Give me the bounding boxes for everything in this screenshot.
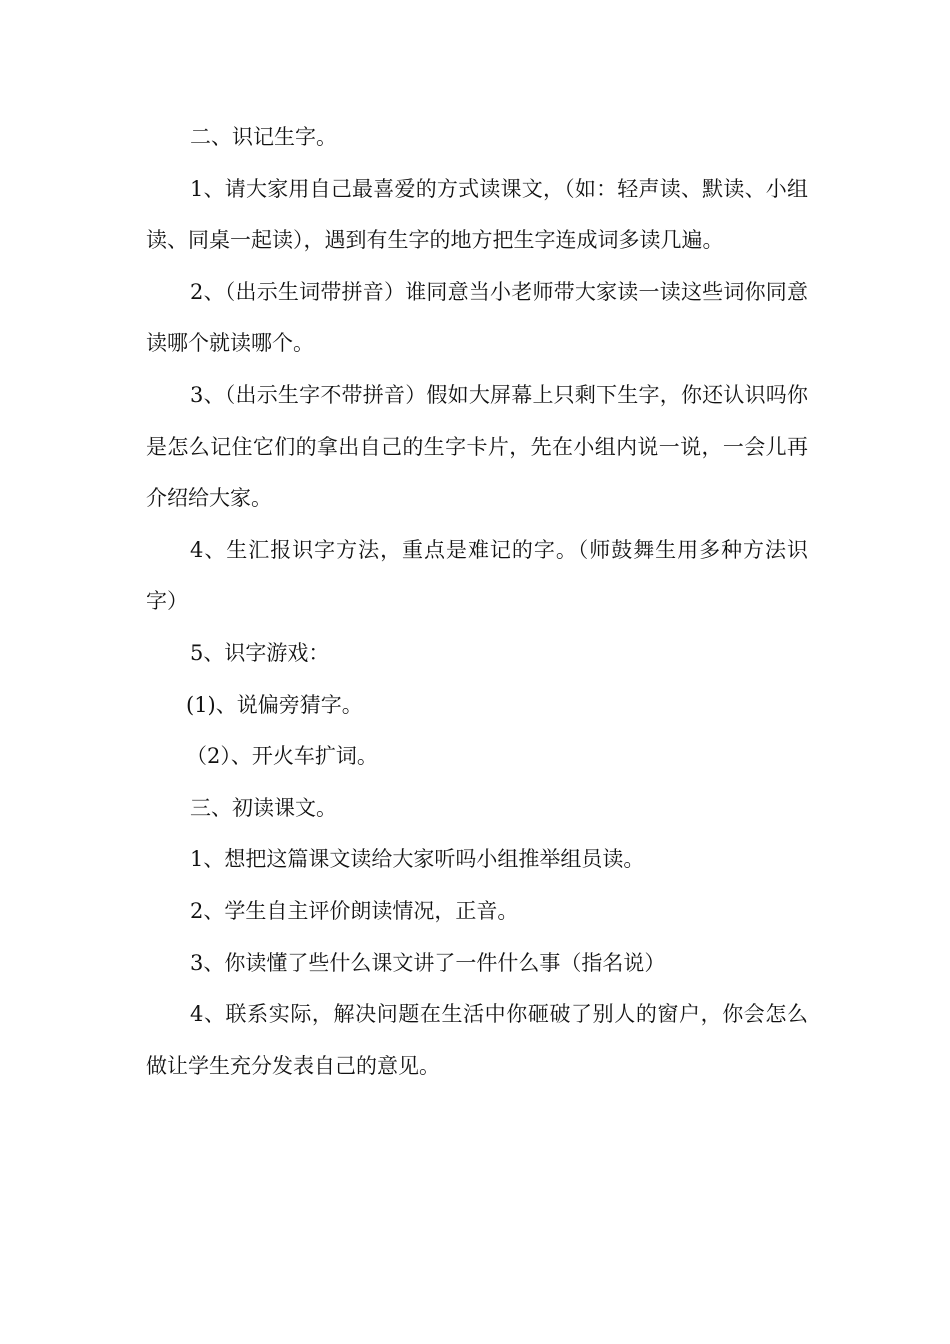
paragraph-reading-step-2: 2、学生自主评价朗读情况，正音。 [190, 898, 519, 923]
paragraph-step-1-read-text: 1、请大家用自己最喜爱的方式读课文，（如：轻声读、默读、小组读、同桌一起读），遇到有生字的地方把生字连成词多读几遍。 [146, 176, 808, 253]
paragraph-reading-step-4: 4、联系实际，解决问题在生活中你砸破了别人的窗户，你会怎么做让学生充分发表自己的意见。 [146, 1002, 808, 1078]
document-page [146, 112, 808, 1092]
paragraph-step-5-games: 5、识字游戏： [190, 640, 330, 665]
paragraph-reading-step-1: 1、想把这篇课文读给大家听吗小组推举组员读。 [190, 847, 645, 872]
paragraph-step-4-report-methods: 4、生汇报识字方法，重点是难记的字。（师鼓舞生用多种方法识字） [146, 537, 808, 614]
section-heading-first-reading: 三、初读课文。 [190, 795, 337, 820]
paragraph-game-1: (1)、说偏旁猜字。 [186, 692, 363, 717]
paragraph-reading-step-3: 3、你读懂了些什么课文讲了一件什么事（指名说） [190, 950, 666, 975]
paragraph-step-3-characters-without-pinyin: 3、（出示生字不带拼音）假如大屏幕上只剩下生字，你还认识吗你是怎么记住它们的拿出自己的生字卡片，先在小组内说一说，一会儿再介绍给大家。 [146, 382, 808, 511]
paragraph-step-2-words-with-pinyin: 2、（出示生词带拼音）谁同意当小老师带大家读一读这些词你同意读哪个就读哪个。 [146, 279, 808, 356]
section-heading-recognize-characters: 二、识记生字。 [190, 125, 337, 149]
paragraph-game-2: （2）、开火车扩词。 [186, 744, 378, 769]
